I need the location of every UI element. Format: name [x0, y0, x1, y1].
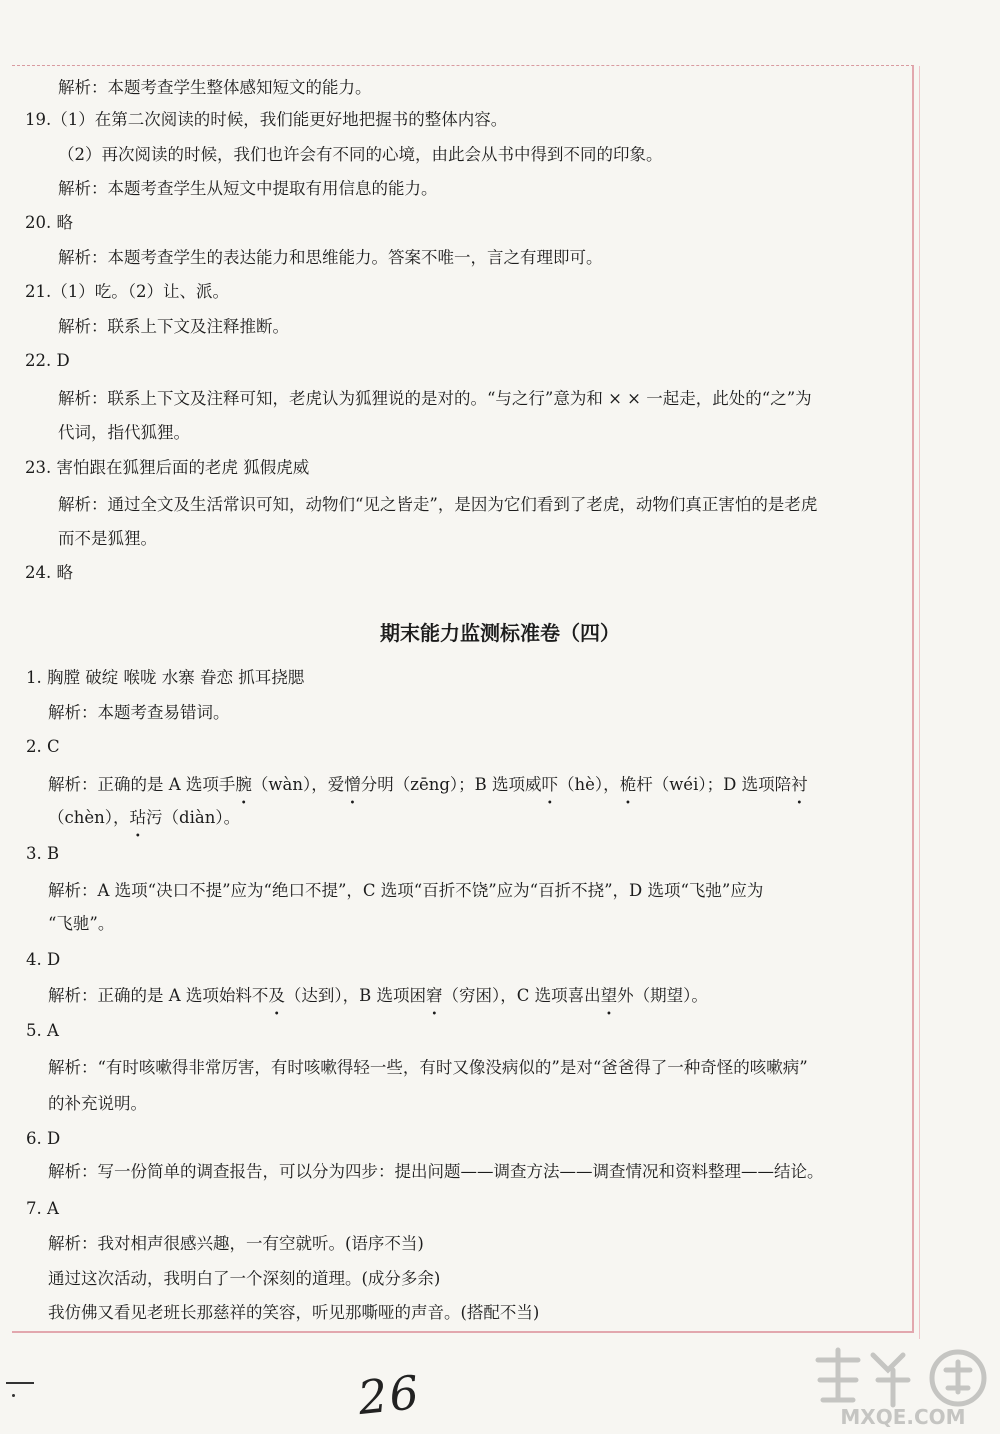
question-1: 1. 胸膛 破绽 喉咙 水寨 眷恋 抓耳挠腮 — [26, 668, 305, 687]
text-span: 污（diàn）。 — [146, 808, 241, 827]
watermark-text: MXQE.COM — [840, 1405, 966, 1429]
emphasized-char: 憎 — [344, 775, 361, 794]
watermark-glyphs — [818, 1350, 984, 1405]
emphasized-char: 窘 — [426, 986, 443, 1005]
emphasized-char: 吓 — [541, 775, 559, 794]
text-span: （wàn），爱 — [251, 775, 345, 794]
question-5: 5. A — [26, 1021, 59, 1040]
emphasized-char: 桅 — [619, 775, 637, 794]
explanation: 解析：“有时咳嗽得非常厉害，有时咳嗽得轻一些，有时又像没病似的”是对“爸爸得了一种奇怪的咳嗽病” — [48, 1058, 808, 1077]
text-span: 解析：正确的是 A 选项始料不 — [48, 986, 269, 1005]
text-span: （达到），B 选项困 — [284, 986, 427, 1005]
explanation: “飞驰”。 — [48, 914, 115, 933]
text-span: 解析：正确的是 A 选项手 — [48, 775, 236, 794]
text-line: 20. 略 — [25, 213, 73, 232]
explanation — [48, 775, 948, 795]
text-span: 外（期望）。 — [617, 986, 708, 1005]
page-number-handwritten: 26 — [355, 1364, 424, 1426]
corner-bar — [6, 1382, 34, 1384]
explanation: 解析：我对相声很感兴趣，一有空就听。(语序不当) — [48, 1234, 424, 1253]
question-7: 7. A — [26, 1199, 59, 1218]
emphasized-char: 望 — [600, 986, 618, 1005]
text-line: 解析：联系上下文及注释可知，老虎认为狐狸说的是对的。“与之行”意为和 × × 一起走，此处的“之”为 — [58, 389, 812, 408]
corner-dot — [12, 1394, 15, 1397]
text-line: （2）再次阅读的时候，我们也许会有不同的心境，由此会从书中得到不同的印象。 — [58, 145, 663, 164]
text-line: 24. 略 — [25, 563, 73, 582]
emphasized-char: 腕 — [235, 775, 252, 794]
emphasized-char: 衬 — [791, 775, 808, 794]
question-2: 2. C — [26, 737, 60, 756]
explanation: 解析：写一份简单的调查报告，可以分为四步：提出问题——调查方法——调查情况和资料整理——结论。 — [48, 1162, 824, 1181]
text-line: 23. 害怕跟在狐狸后面的老虎 狐假虎威 — [25, 458, 310, 477]
text-line: 22. D — [25, 351, 70, 370]
text-span: 杆（wéi）；D 选项陪 — [636, 775, 792, 794]
explanation: 解析：A 选项“决口不提”应为“绝口不提”，C 选项“百折不饶”应为“百折不挠”，D 选项“飞弛”应为 — [48, 881, 764, 900]
explanation: 的补充说明。 — [48, 1094, 147, 1113]
explanation — [48, 986, 948, 1006]
explanation: 我仿佛又看见老班长那慈祥的笑容，听见那嘶哑的声音。(搭配不当) — [48, 1303, 540, 1322]
text-line: 19.（1）在第二次阅读的时候，我们能更好地把握书的整体内容。 — [25, 110, 508, 129]
text-line: 解析：本题考查学生整体感知短文的能力。 — [58, 78, 372, 97]
section-title: 期末能力监测标准卷（四） — [380, 621, 620, 645]
emphasized-char: 及 — [268, 986, 285, 1005]
text-span: 分明（zēng）；B 选项威 — [360, 775, 542, 794]
text-span: （hè）， — [558, 775, 620, 794]
explanation: 解析：本题考查易错词。 — [48, 703, 230, 722]
text-line: 而不是狐狸。 — [58, 529, 157, 548]
text-span: （chèn）， — [48, 808, 130, 827]
text-line: 解析：通过全文及生活常识可知，动物们“见之皆走”，是因为它们看到了老虎，动物们真正害怕的是老虎 — [58, 495, 818, 514]
text-line: 解析：本题考查学生的表达能力和思维能力。答案不唯一，言之有理即可。 — [58, 248, 603, 267]
corner-mark — [4, 1360, 34, 1396]
question-4: 4. D — [26, 950, 61, 969]
text-line: 解析：本题考查学生从短文中提取有用信息的能力。 — [58, 179, 438, 198]
text-line: 21.（1）吃。（2）让、派。 — [25, 282, 229, 301]
question-6: 6. D — [26, 1129, 61, 1148]
emphasized-char: 玷 — [129, 808, 147, 827]
explanation: 通过这次活动，我明白了一个深刻的道理。(成分多余) — [48, 1269, 441, 1288]
question-3: 3. B — [26, 844, 60, 863]
watermark-logo — [808, 1340, 998, 1430]
text-span: （穷困），C 选项喜出 — [442, 986, 601, 1005]
text-line: 代词，指代狐狸。 — [58, 423, 190, 442]
explanation — [48, 808, 948, 828]
text-line: 解析：联系上下文及注释推断。 — [58, 317, 289, 336]
